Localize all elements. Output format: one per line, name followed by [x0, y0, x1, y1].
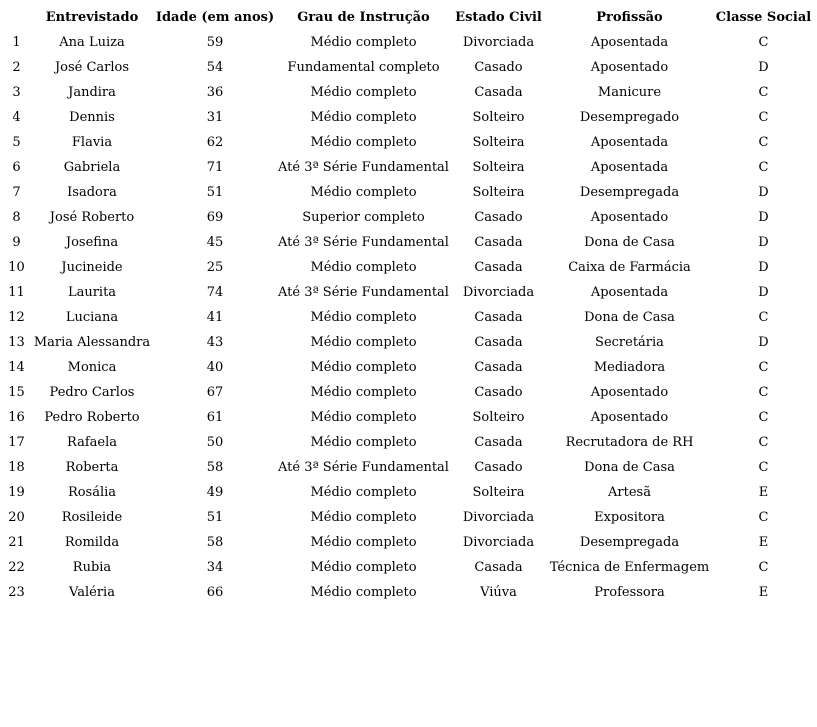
profession-cell: Aposentado [590, 60, 669, 75]
row-number: 18 [8, 460, 25, 475]
education-cell: Médio completo [310, 35, 417, 50]
interviewee-name: Isadora [67, 185, 117, 200]
social-class-cell: C [758, 560, 769, 575]
profession-cell: Manicure [597, 85, 662, 100]
education-cell: Médio completo [310, 185, 417, 200]
education-cell: Médio completo [310, 85, 417, 100]
profession-cell: Professora [594, 585, 665, 600]
row-number: 3 [12, 85, 21, 100]
social-class-cell: C [758, 460, 769, 475]
civil-status-cell: Casada [474, 560, 523, 575]
row-number: 9 [12, 235, 21, 250]
civil-status-cell: Solteira [472, 485, 525, 500]
table-row [3, 580, 814, 605]
profession-cell: Desempregada [579, 535, 680, 550]
row-number: 7 [12, 185, 21, 200]
age-cell: 50 [206, 435, 224, 450]
profession-cell: Secretária [595, 335, 664, 350]
civil-status-cell: Casada [474, 235, 523, 250]
age-cell: 43 [206, 335, 224, 350]
civil-status-cell: Casada [474, 360, 523, 375]
table-row [3, 30, 814, 55]
table-row [3, 80, 814, 105]
civil-status-cell: Viúva [480, 585, 517, 600]
civil-status-cell: Solteira [472, 185, 525, 200]
table-row [3, 280, 814, 305]
row-number: 15 [8, 385, 25, 400]
interviewee-name: Luciana [65, 310, 119, 325]
civil-status-cell: Solteiro [472, 410, 525, 425]
education-cell: Médio completo [310, 260, 417, 275]
row-number: 16 [8, 410, 25, 425]
row-number: 4 [12, 110, 21, 125]
age-cell: 45 [206, 235, 224, 250]
social-class-cell: C [758, 85, 769, 100]
table-row [3, 555, 814, 580]
table-row [3, 405, 814, 430]
row-number: 2 [12, 60, 21, 75]
interviewee-name: Rubia [72, 560, 112, 575]
social-class-cell: D [758, 185, 769, 200]
civil-status-cell: Solteira [472, 135, 525, 150]
interviewee-name: Pedro Carlos [49, 385, 135, 400]
row-number: 11 [8, 285, 25, 300]
interviewee-name: Dennis [69, 110, 115, 125]
table-row [3, 305, 814, 330]
social-class-cell: C [758, 160, 769, 175]
row-number: 5 [12, 135, 21, 150]
interviewee-name: José Carlos [54, 60, 130, 75]
row-number: 13 [8, 335, 25, 350]
education-cell: Médio completo [310, 310, 417, 325]
header-number [3, 5, 30, 30]
age-cell: 51 [206, 510, 224, 525]
age-cell: 49 [206, 485, 224, 500]
row-number: 22 [8, 560, 25, 575]
table-row [3, 455, 814, 480]
social-class-cell: E [758, 535, 769, 550]
table-row [3, 380, 814, 405]
row-number: 19 [8, 485, 25, 500]
interviewee-name: Josefina [65, 235, 119, 250]
table-row [3, 255, 814, 280]
education-cell: Até 3ª Série Fundamental [278, 160, 449, 175]
education-cell: Médio completo [310, 360, 417, 375]
education-cell: Médio completo [310, 560, 417, 575]
education-cell: Médio completo [310, 485, 417, 500]
profession-cell: Dona de Casa [584, 235, 675, 250]
header-interviewee: Entrevistado [45, 10, 139, 25]
social-class-cell: D [758, 235, 769, 250]
profession-cell: Aposentada [590, 160, 669, 175]
civil-status-cell: Casado [474, 460, 523, 475]
civil-status-cell: Casada [474, 435, 523, 450]
interviewee-name: José Roberto [49, 210, 135, 225]
social-class-cell: C [758, 410, 769, 425]
table-header-row [3, 5, 814, 30]
age-cell: 31 [206, 110, 224, 125]
age-cell: 71 [206, 160, 224, 175]
age-cell: 59 [206, 35, 224, 50]
interviewee-name: Laurita [67, 285, 117, 300]
table-row [3, 205, 814, 230]
civil-status-cell: Divorciada [462, 535, 535, 550]
profession-cell: Aposentado [590, 410, 669, 425]
social-class-cell: D [758, 285, 769, 300]
interviewee-name: Maria Alessandra [33, 335, 151, 350]
age-cell: 74 [206, 285, 224, 300]
interviewee-name: Pedro Roberto [44, 410, 140, 425]
age-cell: 54 [206, 60, 224, 75]
age-cell: 58 [206, 535, 224, 550]
age-cell: 36 [206, 85, 224, 100]
age-cell: 61 [206, 410, 224, 425]
education-cell: Médio completo [310, 335, 417, 350]
education-cell: Médio completo [310, 385, 417, 400]
interviewee-name: Rosália [67, 485, 117, 500]
table-row [3, 430, 814, 455]
age-cell: 62 [206, 135, 224, 150]
header-civil-status: Estado Civil [455, 10, 542, 25]
social-class-cell: C [758, 110, 769, 125]
header-profession: Profissão [596, 10, 663, 25]
education-cell: Superior completo [302, 210, 425, 225]
education-cell: Médio completo [310, 410, 417, 425]
table-row [3, 505, 814, 530]
table-row [3, 155, 814, 180]
profession-cell: Técnica de Enfermagem [549, 560, 710, 575]
table-row [3, 355, 814, 380]
education-cell: Fundamental completo [287, 60, 440, 75]
civil-status-cell: Divorciada [462, 285, 535, 300]
row-number: 21 [8, 535, 25, 550]
profession-cell: Artesã [608, 485, 651, 500]
profession-cell: Expositora [594, 510, 665, 525]
header-age: Idade (em anos) [155, 10, 275, 25]
civil-status-cell: Casado [474, 210, 523, 225]
row-number: 12 [8, 310, 25, 325]
interviewee-name: Rafaela [66, 435, 117, 450]
social-class-cell: C [758, 135, 769, 150]
profession-cell: Mediadora [593, 360, 666, 375]
header-education: Grau de Instrução [297, 10, 430, 25]
social-class-cell: D [758, 210, 769, 225]
table-row [3, 130, 814, 155]
age-cell: 25 [206, 260, 224, 275]
age-cell: 51 [206, 185, 224, 200]
profession-cell: Aposentada [590, 285, 669, 300]
age-cell: 34 [206, 560, 224, 575]
education-cell: Médio completo [310, 135, 417, 150]
table-row [3, 105, 814, 130]
age-cell: 41 [206, 310, 224, 325]
profession-cell: Recrutadora de RH [565, 435, 694, 450]
social-class-cell: E [758, 585, 769, 600]
social-class-cell: D [758, 335, 769, 350]
education-cell: Médio completo [310, 435, 417, 450]
age-cell: 69 [206, 210, 224, 225]
row-number: 10 [8, 260, 25, 275]
interviewee-name: Valéria [69, 585, 115, 600]
interviewee-name: Roberta [65, 460, 119, 475]
profession-cell: Desempregado [579, 110, 680, 125]
civil-status-cell: Casado [474, 385, 523, 400]
social-class-cell: D [758, 60, 769, 75]
profession-cell: Aposentada [590, 135, 669, 150]
civil-status-cell: Divorciada [462, 35, 535, 50]
education-cell: Até 3ª Série Fundamental [278, 460, 449, 475]
social-class-cell: C [758, 510, 769, 525]
civil-status-cell: Casado [474, 60, 523, 75]
table-row [3, 180, 814, 205]
row-number: 8 [12, 210, 21, 225]
header-social-class: Classe Social [715, 10, 812, 25]
education-cell: Médio completo [310, 110, 417, 125]
row-number: 1 [12, 35, 21, 50]
profession-cell: Aposentado [590, 385, 669, 400]
age-cell: 66 [206, 585, 224, 600]
education-cell: Médio completo [310, 535, 417, 550]
age-cell: 67 [206, 385, 224, 400]
table-row [3, 480, 814, 505]
civil-status-cell: Solteiro [472, 110, 525, 125]
age-cell: 58 [206, 460, 224, 475]
interviewee-name: Ana Luiza [59, 35, 125, 50]
profession-cell: Aposentada [590, 35, 669, 50]
education-cell: Médio completo [310, 510, 417, 525]
interviewee-name: Jucineide [61, 260, 123, 275]
table-row [3, 55, 814, 80]
table-body [3, 30, 814, 605]
interview-table [3, 5, 814, 605]
profession-cell: Aposentado [590, 210, 669, 225]
table-row [3, 230, 814, 255]
row-number: 23 [8, 585, 25, 600]
profession-cell: Desempregada [579, 185, 680, 200]
row-number: 17 [8, 435, 25, 450]
civil-status-cell: Solteira [472, 160, 525, 175]
row-number: 6 [12, 160, 21, 175]
interviewee-name: Jandira [68, 85, 116, 100]
social-class-cell: C [758, 435, 769, 450]
social-class-cell: C [758, 35, 769, 50]
civil-status-cell: Casada [474, 335, 523, 350]
interviewee-name: Flavia [71, 135, 113, 150]
interviewee-name: Monica [67, 360, 117, 375]
social-class-cell: D [758, 260, 769, 275]
civil-status-cell: Casada [474, 310, 523, 325]
social-class-cell: C [758, 360, 769, 375]
interviewee-name: Rosileide [61, 510, 123, 525]
age-cell: 40 [206, 360, 224, 375]
civil-status-cell: Divorciada [462, 510, 535, 525]
table-row [3, 330, 814, 355]
education-cell: Médio completo [310, 585, 417, 600]
profession-cell: Dona de Casa [584, 310, 675, 325]
row-number: 20 [8, 510, 25, 525]
social-class-cell: C [758, 385, 769, 400]
education-cell: Até 3ª Série Fundamental [278, 235, 449, 250]
profession-cell: Dona de Casa [584, 460, 675, 475]
social-class-cell: E [758, 485, 769, 500]
table-row [3, 530, 814, 555]
civil-status-cell: Casada [474, 85, 523, 100]
interviewee-name: Romilda [64, 535, 120, 550]
social-class-cell: C [758, 310, 769, 325]
interviewee-name: Gabriela [63, 160, 121, 175]
education-cell: Até 3ª Série Fundamental [278, 285, 449, 300]
civil-status-cell: Casada [474, 260, 523, 275]
profession-cell: Caixa de Farmácia [568, 260, 691, 275]
row-number: 14 [8, 360, 25, 375]
